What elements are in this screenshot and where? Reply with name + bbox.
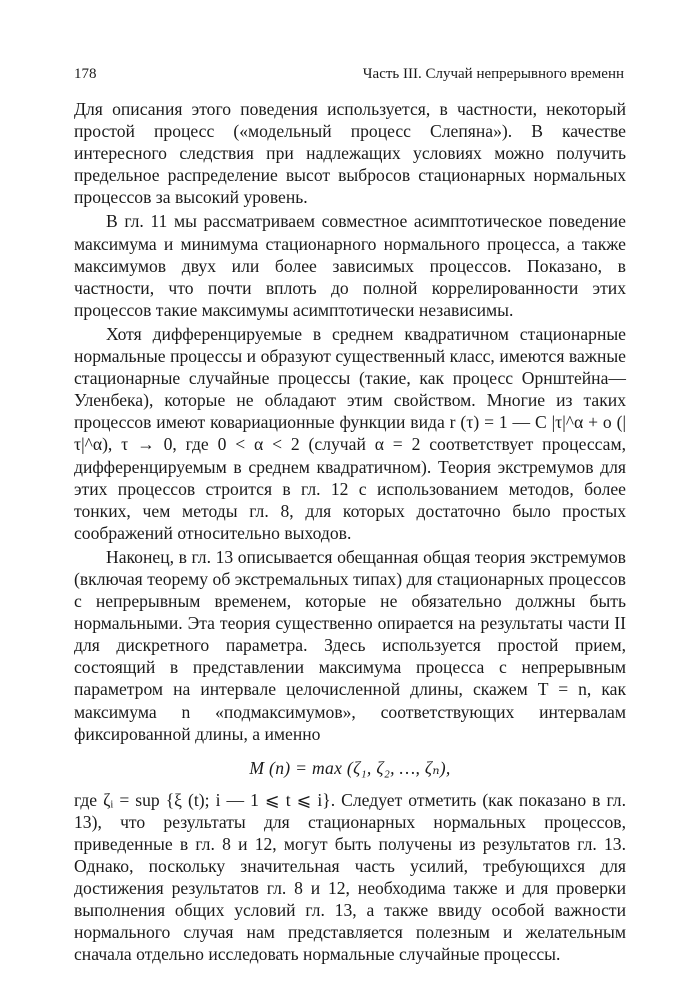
page-header xyxy=(74,62,624,86)
paragraph-3: Хотя дифференцируемые в среднем квадратичном стационарные нормальные процессы и образуют существенный класс, имеются важные стационарные случайные процессы (такие, как процесс Орнштейна—Уленбека), которые не обладают этим свойством. Многие из таких процессов имеют ковариационные функции вида r (τ) = 1 — C |τ|^α + o (|τ|^α), τ → 0, где 0 < α < 2 (случай α = 2 соответствует процессам, дифференцируемым в среднем квадратичном). Теория экстремумов для этих процессов строится в гл. 12 с использованием методов, более тонких, чем методы гл. 8, для которых достаточно было простых соображений относительно выходов. xyxy=(74,323,626,543)
page-body xyxy=(74,98,626,966)
running-head: Часть III. Случай непрерывного временн xyxy=(362,66,624,82)
paragraph-4: Наконец, в гл. 13 описывается обещанная общая теория экстремумов (включая теорему об экстремальных типах) для стационарных процессов с непрерывным временем, которые не обязательно должны быть нормальными. Эта теория существенно опирается на результаты части II для дискретного параметра. Здесь используется простой прием, состоящий в представлении максимума процесса с непрерывным параметром на интервале целочисленной длины, скажем T = n, как максимума n «подмаксимумов», соответствующих интервалам фиксированной длины, а именно xyxy=(74,546,626,744)
paragraph-5: где ζᵢ = sup {ξ (t); i — 1 ⩽ t ⩽ i}. Следует отметить (как показано в гл. 13), что результаты для стационарных нормальных процессов, приведенные в гл. 8 и 12, могут быть получены из результатов гл. 13. Однако, поскольку значительная часть усилий, требующихся для достижения результатов гл. 8 и 12, необходима также и для проверки выполнения общих условий гл. 13, а также ввиду особой важности нормального случая нам представляется полезным и желательным сначала отдельно исследовать нормальные случайные процессы. xyxy=(74,789,626,965)
page-number: 178 xyxy=(74,66,97,82)
paragraph-1: Для описания этого поведения используется, в частности, некоторый простой процесс («модельный процесс Слепяна»). В качестве интересного следствия при надлежащих условиях можно получить предельное распределение высот выбросов стационарных нормальных процессов за высокий уровень. xyxy=(74,99,626,208)
paragraph-2: В гл. 11 мы рассматриваем совместное асимптотическое поведение максимума и минимума стационарного нормального процесса, а также максимумов двух или более зависимых процессов. Показано, в частности, что почти вплоть до полной коррелированности этих процессов такие максимумы асимптотически независимы. xyxy=(74,211,626,320)
formula: M (n) = max (ζ₁, ζ₂, …, ζₙ), xyxy=(249,757,451,778)
